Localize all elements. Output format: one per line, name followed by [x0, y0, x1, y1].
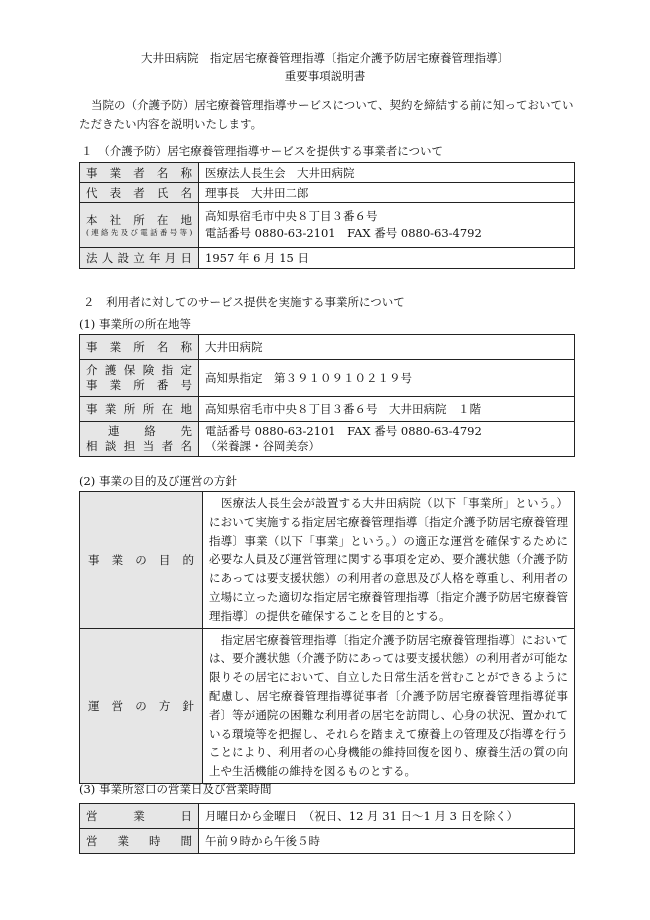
office-info-table [79, 334, 575, 457]
provider-info-table [79, 162, 575, 269]
row-label-line: 連絡先 [108, 424, 192, 438]
subsection3-heading: (3) 事業所窓口の営業日及び営業時間 [79, 782, 272, 796]
table-row [80, 203, 575, 248]
address-line: 高知県宿毛市中央８丁目３番６号 [205, 209, 378, 223]
phone-line: 電話番号 0880-63-2101 FAX 番号 0880-63-4792 [205, 226, 482, 240]
row-value: 大井田病院 [199, 335, 575, 360]
row-label: 事業所所在地 [80, 397, 199, 422]
row-label [80, 422, 199, 457]
row-label-line: 相談担当者名 [86, 439, 192, 453]
table-row [80, 422, 575, 457]
purpose-policy-table [79, 491, 575, 784]
phone-line: 電話番号 0880-63-2101 FAX 番号 0880-63-4792 [205, 424, 482, 438]
row-label: 運営の方針 [80, 628, 203, 783]
table-row [80, 248, 575, 269]
table-row [80, 163, 575, 183]
row-label: 事業の目的 [80, 492, 203, 629]
row-label-line: 介護保険指定 [86, 363, 192, 377]
row-label: 営業日 [80, 804, 199, 829]
row-value: 高知県指定 第３９１０９１０２１９号 [199, 360, 575, 397]
row-label [80, 203, 199, 248]
row-value [203, 492, 575, 629]
purpose-text: 医療法人長生会が設置する大井田病院（以下「事業所」という。）において実施する指定居宅療養管理指導〔指定介護予防居宅療養管理指導〕事業（以下「事業」という。）の適正な運営を確保するために必要な人員及び運営管理に関する事項を定め、要介護状態（介護予防にあっては要支援状態）の利用者の意思及び人格を尊重し、利用者の立場に立った適切な指定居宅療養管理指導〔指定介護予防居宅療養管理指導〕の提供を確保することを目的とする。 [209, 496, 568, 623]
row-label: 事業者名称 [80, 163, 199, 183]
row-label: 代表者氏名 [80, 183, 199, 203]
row-value: 午前９時から午後５時 [199, 829, 575, 854]
row-label: 法人設立年月日 [80, 248, 199, 269]
row-value: 月曜日から金曜日 （祝日、12 月 31 日～1 月 3 日を除く） [199, 804, 575, 829]
table-row [80, 829, 575, 854]
row-value: 1957 年 6 月 15 日 [199, 248, 575, 269]
table-row [80, 335, 575, 360]
row-label [80, 360, 199, 397]
row-label-main: 本社所在地 [86, 212, 192, 227]
table-row [80, 360, 575, 397]
row-value: 高知県宿毛市中央８丁目３番６号 大井田病院 １階 [199, 397, 575, 422]
document-title: 大井田病院 指定居宅療養管理指導〔指定介護予防居宅療養管理指導〕 [141, 51, 509, 65]
subsection1-heading: (1) 事業所の所在地等 [79, 317, 191, 331]
row-value [199, 422, 575, 457]
intro-paragraph: 当院の（介護予防）居宅療養管理指導サービスについて、契約を締結する前に知っておいていただきたい内容を説明いたします。 [79, 98, 574, 131]
row-value: 理事長 大井田二郎 [199, 183, 575, 203]
table-row [80, 628, 575, 783]
document-subtitle: 重要事項説明書 [284, 69, 366, 83]
table-row [80, 183, 575, 203]
row-label: 営業時間 [80, 829, 199, 854]
table-row [80, 397, 575, 422]
section2-heading: ２ 利用者に対してのサービス提供を実施する事業所について [83, 295, 405, 309]
section1-heading: １ （介護予防）居宅療養管理指導サービスを提供する事業者について [81, 144, 444, 158]
policy-text: 指定居宅療養管理指導〔指定介護予防居宅療養管理指導〕においては、要介護状態（介護予防にあっては要支援状態）の利用者が可能な限りその居宅において、自立した日常生活を営むことができるように配慮し、居宅療養管理指導従事者〔介護予防居宅療養管理指導従事者〕等が通院の困難な利用者の居宅を訪問し、心身の状況、置かれている環境等を把握し、それらを踏まえて療養上の管理及び指導を行うことにより、利用者の心身機能の維持回復を図り、療養生活の質の向上や生活機能の維持を図るものとする。 [209, 632, 568, 779]
row-label: 事業所名称 [80, 335, 199, 360]
table-row [80, 492, 575, 629]
row-value [203, 628, 575, 783]
contact-person: （栄養課・谷岡美奈） [205, 439, 320, 453]
row-label-line: 事業所番号 [86, 378, 192, 392]
business-hours-table [79, 803, 575, 854]
table-row [80, 804, 575, 829]
row-value [199, 203, 575, 248]
row-label-sub: (連絡先及び電話番号等) [86, 227, 192, 237]
row-value: 医療法人長生会 大井田病院 [199, 163, 575, 183]
subsection2-heading: (2) 事業の目的及び運営の方針 [79, 474, 237, 488]
